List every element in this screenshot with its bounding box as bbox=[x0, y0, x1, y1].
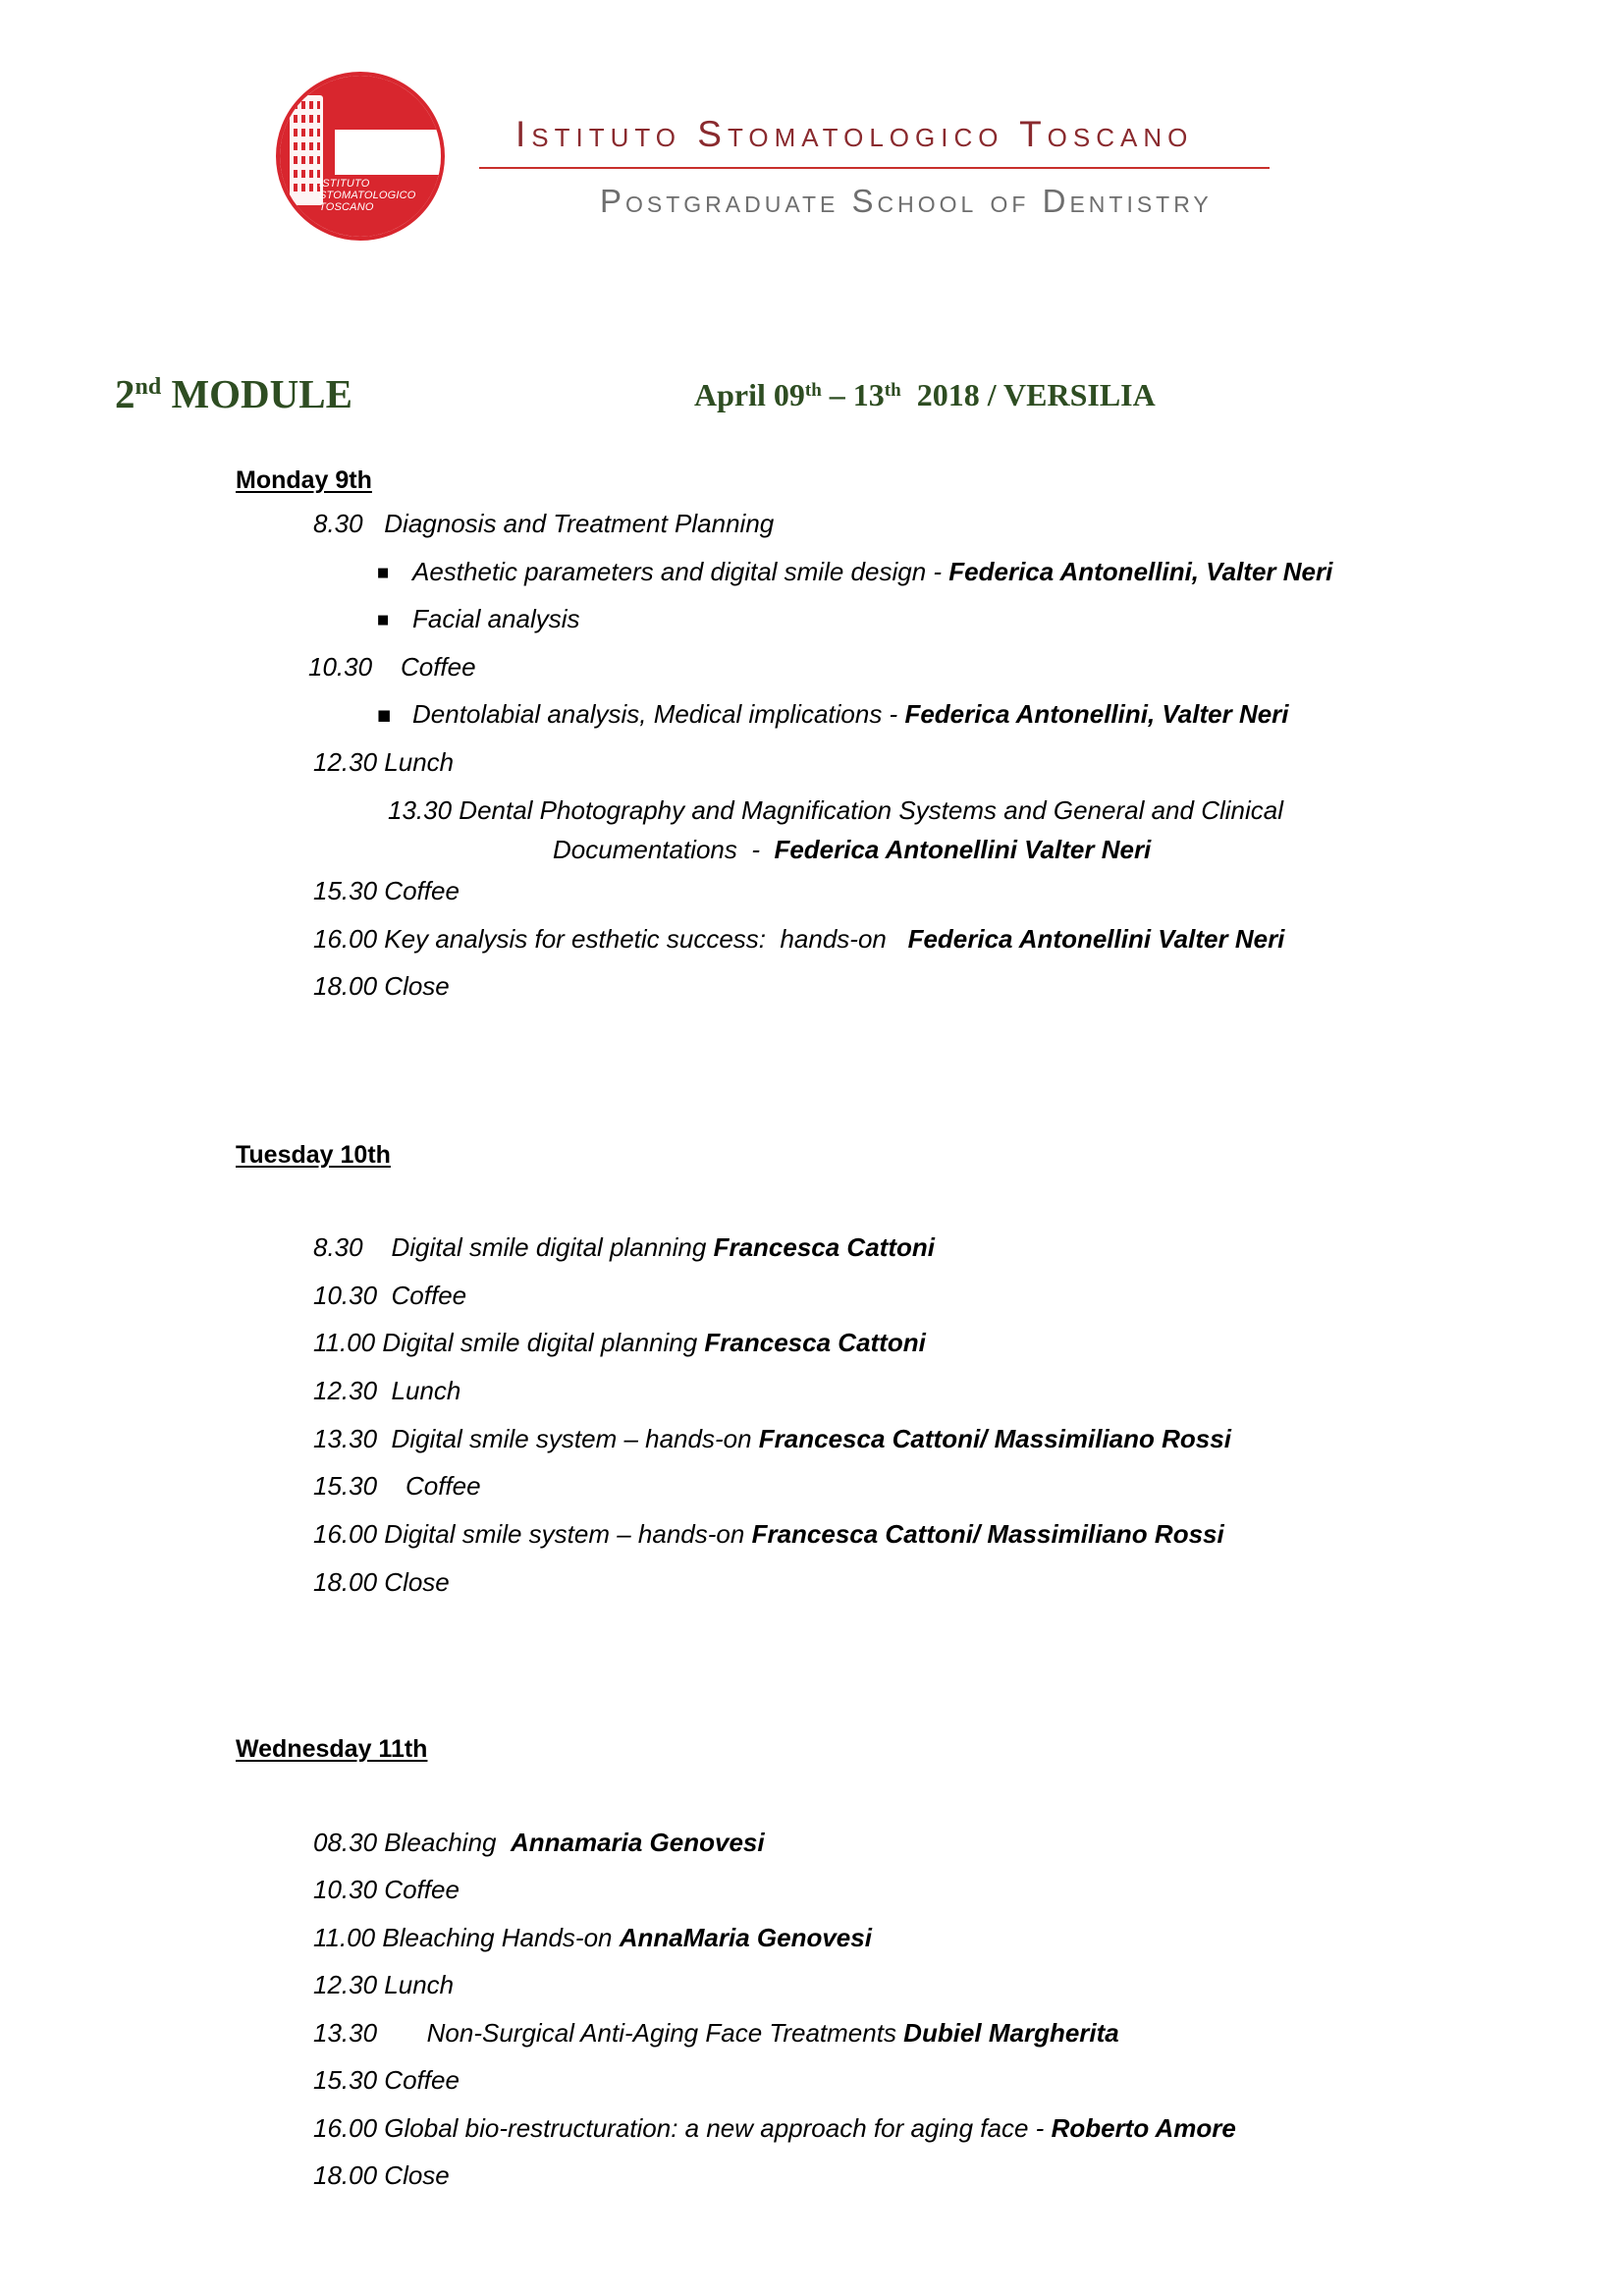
module-title: 2nd MODULE bbox=[115, 371, 352, 416]
schedule-item: 13.30 Dental Photography and Magnification Systems and General and Clinical bbox=[388, 795, 1284, 825]
schedule-item: 15.30 Coffee bbox=[313, 1471, 481, 1501]
schedule-item: 12.30 Lunch bbox=[313, 1376, 461, 1405]
institute-logo bbox=[276, 72, 445, 241]
schedule-item: 12.30 Lunch bbox=[313, 747, 455, 777]
schedule-item: 13.30 Digital smile system – hands-on Francesca Cattoni/ Massimiliano Rossi bbox=[313, 1424, 1231, 1453]
schedule-item: 13.30 Non-Surgical Anti-Aging Face Treatments Dubiel Margherita bbox=[313, 2018, 1119, 2048]
header-divider bbox=[479, 167, 1270, 169]
schedule-item: 16.00 Key analysis for esthetic success: hands-on Federica Antonellini Valter Neri bbox=[313, 924, 1285, 954]
schedule-item: 8.30 Digital smile digital planning Francesca Cattoni bbox=[313, 1232, 935, 1262]
day-heading-wednesday: Wednesday 11th bbox=[236, 1735, 428, 1763]
organization-subtitle: Postgraduate School of Dentistry bbox=[600, 183, 1213, 219]
schedule-item: 15.30 Coffee bbox=[313, 876, 460, 905]
module-date: April 09th – 13th 2018 / VERSILIA bbox=[694, 377, 1156, 412]
schedule-subitem: Dentolabial analysis, Medical implications - Federica Antonellini, Valter Neri bbox=[412, 699, 1289, 729]
logo-text: ISTITUTO STOMATOLOGICO TOSCANO bbox=[319, 178, 416, 213]
schedule-item: 18.00 Close bbox=[313, 1567, 450, 1597]
schedule-item: 08.30 Bleaching Annamaria Genovesi bbox=[313, 1828, 765, 1857]
day-heading-tuesday: Tuesday 10th bbox=[236, 1141, 391, 1169]
day-heading-monday: Monday 9th bbox=[236, 466, 372, 494]
schedule-item: 10.30 Coffee bbox=[308, 652, 476, 682]
schedule-item: 10.30 Coffee bbox=[313, 1281, 467, 1310]
schedule-item: 8.30 Diagnosis and Treatment Planning bbox=[313, 509, 775, 538]
organization-name: Istituto Stomatologico Toscano bbox=[515, 114, 1194, 154]
bullet-icon: ■ bbox=[377, 706, 392, 724]
schedule-item: 10.30 Coffee bbox=[313, 1875, 460, 1904]
schedule-item: 16.00 Digital smile system – hands-on Francesca Cattoni/ Massimiliano Rossi bbox=[313, 1519, 1224, 1549]
schedule-item: 11.00 Digital smile digital planning Francesca Cattoni bbox=[313, 1328, 926, 1357]
schedule-item-continuation: Documentations - Federica Antonellini Valter Neri bbox=[553, 835, 1152, 864]
schedule-item: 11.00 Bleaching Hands-on AnnaMaria Genovesi bbox=[313, 1923, 872, 1952]
schedule-subitem: Facial analysis bbox=[412, 604, 580, 633]
schedule-subitem: Aesthetic parameters and digital smile design - Federica Antonellini, Valter Neri bbox=[412, 557, 1333, 586]
bullet-icon: ■ bbox=[377, 613, 390, 628]
bullet-icon: ■ bbox=[377, 566, 390, 580]
schedule-item: 15.30 Coffee bbox=[313, 2065, 460, 2095]
schedule-item: 18.00 Close bbox=[313, 971, 450, 1001]
schedule-item: 16.00 Global bio-restructuration: a new approach for aging face - Roberto Amore bbox=[313, 2113, 1236, 2143]
schedule-item: 18.00 Close bbox=[313, 2160, 450, 2190]
schedule-item: 12.30 Lunch bbox=[313, 1970, 455, 1999]
